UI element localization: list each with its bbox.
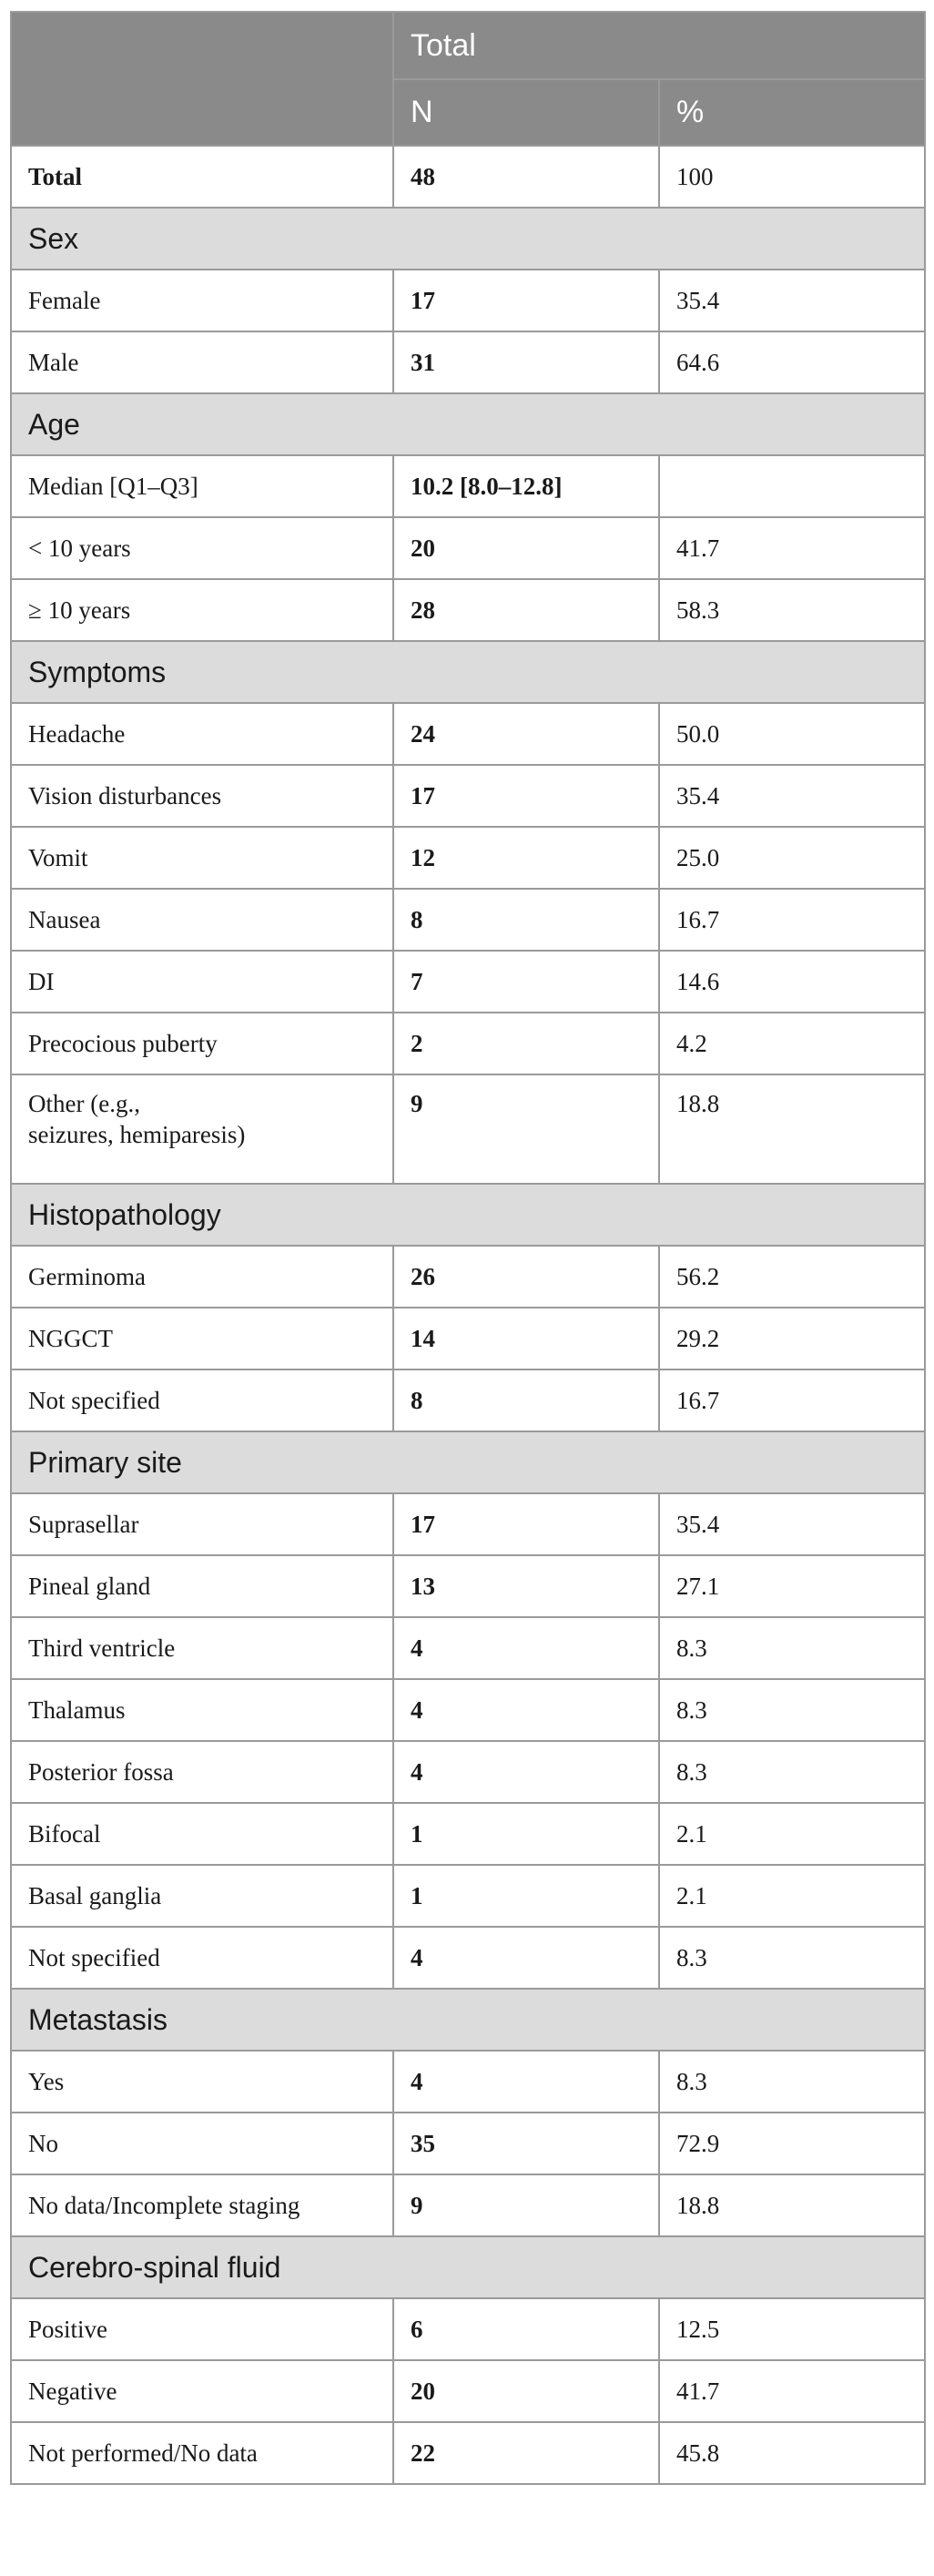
row-label: Other (e.g., seizures, hemiparesis) [11, 1074, 393, 1184]
table-row [11, 1308, 925, 1369]
row-label: Nausea [11, 889, 393, 951]
row-label: Vision disturbances [11, 765, 393, 827]
row-n: 17 [393, 1493, 659, 1555]
table-row [11, 455, 925, 517]
row-percent: 58.3 [659, 579, 925, 641]
table-row [11, 827, 925, 889]
row-label: Male [11, 331, 393, 393]
row-n: 28 [393, 579, 659, 641]
row-n: 17 [393, 270, 659, 331]
section-header-row [11, 2236, 925, 2298]
header-percent: % [659, 79, 925, 146]
row-percent: 2.1 [659, 1803, 925, 1865]
row-label: Not specified [11, 1927, 393, 1989]
row-n: 7 [393, 951, 659, 1013]
table-row [11, 517, 925, 579]
row-n: 8 [393, 1369, 659, 1431]
section-title: Symptoms [11, 641, 925, 703]
row-n: 4 [393, 2051, 659, 2113]
table-row [11, 1865, 925, 1927]
table-row [11, 2113, 925, 2174]
row-n: 13 [393, 1555, 659, 1617]
table-row [11, 2051, 925, 2113]
section-header-row [11, 208, 925, 270]
table-row [11, 1803, 925, 1865]
patient-characteristics-table [10, 11, 926, 2485]
table-row [11, 765, 925, 827]
row-label: Suprasellar [11, 1493, 393, 1555]
row-percent: 41.7 [659, 517, 925, 579]
row-percent: 8.3 [659, 1927, 925, 1989]
row-n: 9 [393, 2174, 659, 2236]
section-header-row [11, 1431, 925, 1493]
row-label: ≥ 10 years [11, 579, 393, 641]
row-n: 4 [393, 1679, 659, 1741]
table-row [11, 1074, 925, 1184]
total-row [11, 146, 925, 208]
row-n: 24 [393, 703, 659, 765]
row-n: 4 [393, 1741, 659, 1803]
row-label: Not specified [11, 1369, 393, 1431]
table-row [11, 1246, 925, 1308]
row-n: 9 [393, 1074, 659, 1184]
section-header-row [11, 1184, 925, 1246]
row-label: Precocious puberty [11, 1013, 393, 1074]
row-n: 31 [393, 331, 659, 393]
row-percent: 25.0 [659, 827, 925, 889]
row-percent: 35.4 [659, 270, 925, 331]
section-title: Histopathology [11, 1184, 925, 1246]
row-label: Yes [11, 2051, 393, 2113]
table-header [11, 12, 925, 146]
row-label: < 10 years [11, 517, 393, 579]
table-row [11, 1369, 925, 1431]
table-row [11, 2174, 925, 2236]
row-percent: 12.5 [659, 2298, 925, 2360]
row-percent: 29.2 [659, 1308, 925, 1369]
table-row [11, 1617, 925, 1679]
total-label: Total [11, 146, 393, 208]
row-label: Positive [11, 2298, 393, 2360]
row-n: 22 [393, 2422, 659, 2484]
row-percent: 18.8 [659, 2174, 925, 2236]
table-row [11, 1555, 925, 1617]
row-n: 35 [393, 2113, 659, 2174]
row-percent: 35.4 [659, 1493, 925, 1555]
row-percent: 16.7 [659, 889, 925, 951]
row-percent: 2.1 [659, 1865, 925, 1927]
section-title: Age [11, 393, 925, 455]
row-label: Negative [11, 2360, 393, 2422]
row-label: Pineal gland [11, 1555, 393, 1617]
row-n: 4 [393, 1617, 659, 1679]
row-percent: 27.1 [659, 1555, 925, 1617]
section-title: Cerebro-spinal fluid [11, 2236, 925, 2298]
row-label: Headache [11, 703, 393, 765]
table-row [11, 2298, 925, 2360]
row-label: Median [Q1–Q3] [11, 455, 393, 517]
section-title: Primary site [11, 1431, 925, 1493]
header-total-group: Total [393, 12, 925, 79]
row-label: No [11, 2113, 393, 2174]
row-n: 2 [393, 1013, 659, 1074]
table-row [11, 1493, 925, 1555]
row-percent: 8.3 [659, 2051, 925, 2113]
total-n: 48 [393, 146, 659, 208]
table-row [11, 951, 925, 1013]
row-n: 20 [393, 2360, 659, 2422]
table-row [11, 1013, 925, 1074]
row-label: Vomit [11, 827, 393, 889]
row-n: 12 [393, 827, 659, 889]
table-row [11, 2422, 925, 2484]
row-n: 1 [393, 1865, 659, 1927]
row-percent: 45.8 [659, 2422, 925, 2484]
row-label: No data/Incomplete staging [11, 2174, 393, 2236]
row-percent: 41.7 [659, 2360, 925, 2422]
section-header-row [11, 641, 925, 703]
row-n: 26 [393, 1246, 659, 1308]
row-n: 14 [393, 1308, 659, 1369]
row-percent: 8.3 [659, 1741, 925, 1803]
table-body [11, 146, 925, 2484]
section-title: Sex [11, 208, 925, 270]
table-row [11, 579, 925, 641]
row-n: 10.2 [8.0–12.8] [393, 455, 659, 517]
row-n: 4 [393, 1927, 659, 1989]
row-label: Posterior fossa [11, 1741, 393, 1803]
row-label: DI [11, 951, 393, 1013]
row-n: 8 [393, 889, 659, 951]
table-row [11, 331, 925, 393]
row-n: 6 [393, 2298, 659, 2360]
row-n: 1 [393, 1803, 659, 1865]
row-percent: 16.7 [659, 1369, 925, 1431]
row-percent: 64.6 [659, 331, 925, 393]
row-percent: 56.2 [659, 1246, 925, 1308]
table-row [11, 1927, 925, 1989]
row-percent: 50.0 [659, 703, 925, 765]
table-row [11, 2360, 925, 2422]
table-row [11, 703, 925, 765]
header-empty-cell [11, 12, 393, 146]
row-label: Not performed/No data [11, 2422, 393, 2484]
row-percent: 35.4 [659, 765, 925, 827]
row-percent: 18.8 [659, 1074, 925, 1184]
section-header-row [11, 393, 925, 455]
header-row-group [11, 12, 925, 79]
row-percent: 4.2 [659, 1013, 925, 1074]
row-label: Germinoma [11, 1246, 393, 1308]
total-percent: 100 [659, 146, 925, 208]
row-label: Thalamus [11, 1679, 393, 1741]
row-label: Basal ganglia [11, 1865, 393, 1927]
row-percent: 14.6 [659, 951, 925, 1013]
row-percent: 72.9 [659, 2113, 925, 2174]
row-percent: 8.3 [659, 1617, 925, 1679]
table-row [11, 1741, 925, 1803]
row-n: 20 [393, 517, 659, 579]
row-percent [659, 455, 925, 517]
row-label: Female [11, 270, 393, 331]
section-title: Metastasis [11, 1989, 925, 2051]
row-n: 17 [393, 765, 659, 827]
row-label: Third ventricle [11, 1617, 393, 1679]
table-row [11, 1679, 925, 1741]
table-row [11, 270, 925, 331]
row-label: Bifocal [11, 1803, 393, 1865]
header-n: N [393, 79, 659, 146]
section-header-row [11, 1989, 925, 2051]
table-row [11, 889, 925, 951]
row-label: NGGCT [11, 1308, 393, 1369]
row-percent: 8.3 [659, 1679, 925, 1741]
